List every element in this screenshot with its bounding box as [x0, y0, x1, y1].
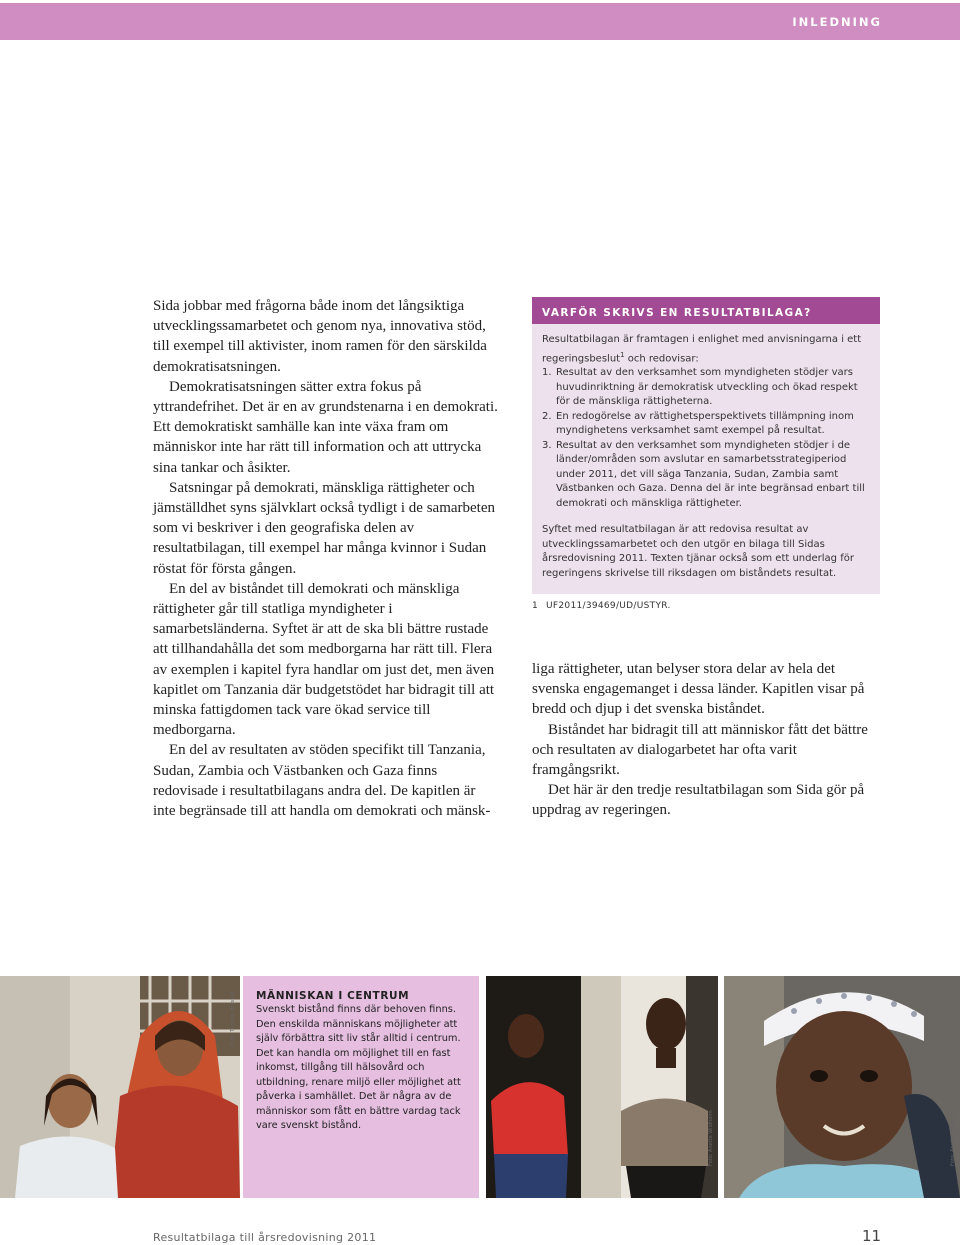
list-item: 2. En redogörelse av rättighetsperspektivets tillämpning inom myndighetens verksamhet samt exempel på resultat.	[542, 410, 854, 437]
caption-text: Svenskt bistånd finns där behoven finns. Den enskilda människans möjligheter att själv förbättra sitt liv står alltid i centrum. Det kan handla om möjlighet till en fast inkomst, tillgång till hälsovård och utbildning, renare miljö eller möjlighet att påverka i samhället. Det är några av de människor som fått en bättre vardag tack vare svenskt bistånd.	[256, 1004, 461, 1131]
fact-box-closing: Syftet med resultatbilagan är att redovisa resultat av utvecklingssamarbetet och den utgör en bilaga till Sidas årsredovisning 2011. Texten tjänar också som ett underlag för regeringens skrivelse till riksdagen om biståndets resultat.	[542, 524, 854, 579]
paragraph: Sida jobbar med frågorna både inom det långsiktiga utvecklingssamarbetet och genom nya, innovativa stöd, till exempel till aktivister, inom ramen för den särskilda demokratisatsningen.	[153, 298, 487, 375]
paragraph: Det här är den tredje resultatbilagan som Sida gör på uppdrag av regeringen.	[532, 782, 865, 819]
top-banner	[0, 3, 960, 40]
paragraph: En del av resultaten av stöden specifikt till Tanzania, Sudan, Zambia och Västbanken och Gaza finns redovisade i resultatbilagans andra del. De kapitlen är inte begränsade till att handla om demokrati och mänsk-	[153, 742, 491, 820]
photo-credit: Foto: Thomas Emstedt	[230, 989, 236, 1046]
body-column-left	[153, 296, 501, 821]
photo-caption-box	[243, 976, 479, 1198]
list-item: 3. Resultat av den verksamhet som myndigheten stödjer i de länder/områden som avslutar en samarbetsstrategiperiod under 2011, det vill säga Tanzania, Sudan, Zambia samt Västbanken och Gaza. Denna del är inte begränsad enbart till demokrati och mänskliga rättigheter.	[542, 439, 865, 509]
paragraph: Demokratisatsningen sätter extra fokus på yttrandefrihet. Det är en av grundstenarna i en demokrati. Ett demokratiskt samhälle kan inte växa fram om människor inte har rätt till information och att uttrycka sina tankar och åsikter.	[153, 378, 498, 476]
fact-box-list	[542, 366, 870, 511]
photo-woman-and-girl	[0, 976, 240, 1198]
photo-credit: Foto: Anette Wildholm	[950, 1110, 956, 1166]
footnote-text: UF2011/39469/UD/USTYR.	[546, 601, 671, 611]
footer-title: Resultatbilaga till årsredovisning 2011	[153, 1231, 377, 1244]
photo-woman-and-man	[486, 976, 718, 1198]
paragraph: En del av biståndet till demokrati och mänskliga rättigheter går till statliga myndigheter i samarbetsländerna. Syftet är att de ska bli bättre rustade att tillhandahålla det som medborgarna har rätt till. Flera av exemplen i kapitel fyra handlar om just det, men även kapitlet om Tanzania där budgetstödet har bidragit till att minska fattigdomen tack vare ökad service till medborgarna.	[153, 580, 495, 739]
section-title: INLEDNING	[792, 15, 882, 29]
page-number: 11	[862, 1227, 882, 1245]
photo-credit: Foto: Anette Wildholm	[708, 1110, 714, 1166]
photo-elderly-woman	[724, 976, 960, 1198]
paragraph: Biståndet har bidragit till att människor fått det bättre och resultaten av dialogarbetet har ofta varit framgångsrikt.	[532, 721, 868, 779]
paragraph: liga rättigheter, utan belyser stora delar av hela det svenska engagemanget i dessa länder. Kapitlen visar på bredd och djup i det svenska biståndet.	[532, 661, 865, 718]
fact-box	[532, 297, 880, 594]
list-item: 1. Resultat av den verksamhet som myndigheten stödjer vars huvudinriktning är demokratisk utveckling och ökad respekt för de mänskliga rättigheterna.	[542, 367, 858, 408]
body-column-right	[532, 659, 880, 821]
fact-box-title: VARFÖR SKRIVS EN RESULTATBILAGA?	[532, 297, 880, 324]
footnote	[532, 601, 671, 611]
paragraph: Satsningar på demokrati, mänskliga rättigheter och jämställdhet syns självklart också tydligt i de samarbeten som vi beskriver i den geografiska delen av resultatbilagan, till exempel har många kvinnor i Sudan röstat för första gången.	[153, 479, 496, 577]
caption-title: MÄNNISKAN I CENTRUM	[256, 990, 410, 1002]
footnote-number: 1	[532, 601, 539, 611]
fact-box-intro: Resultatbilagan är framtagen i enlighet med anvisningarna i ett regeringsbeslut$^1$ och redovisar:	[542, 334, 862, 364]
footnote-ref: 1	[620, 350, 625, 359]
